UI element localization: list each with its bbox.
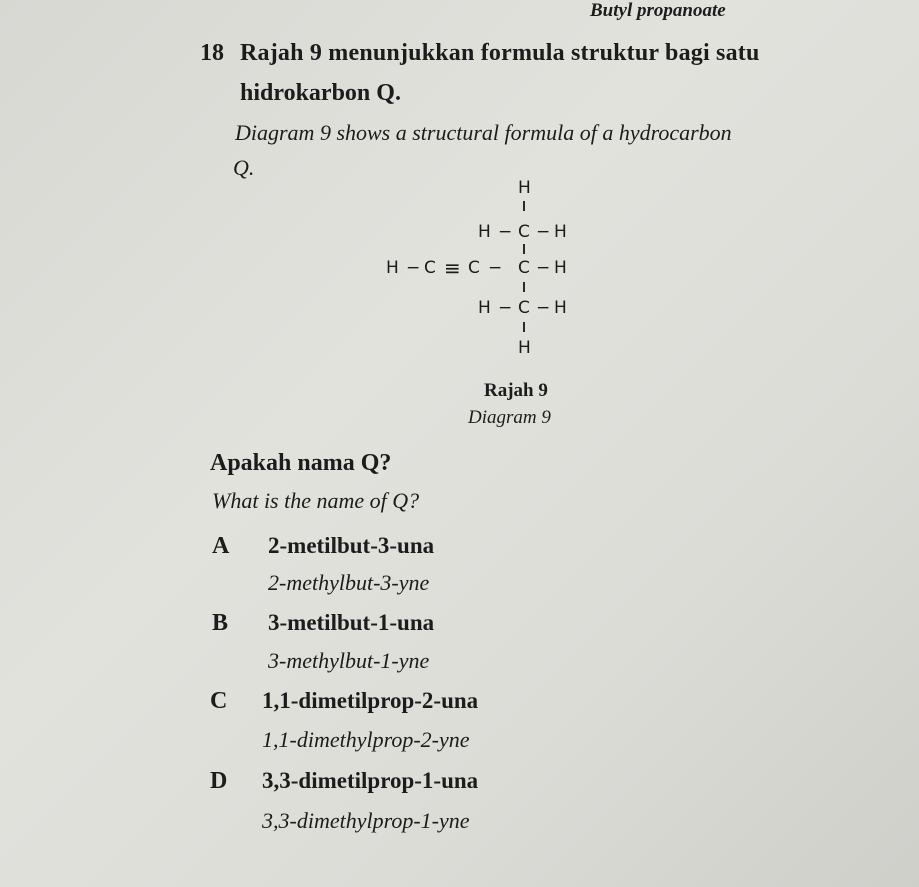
diagram-caption-malay: Rajah 9 [484,380,548,401]
option-b-malay[interactable]: 3-metilbut-1-una [268,610,435,635]
option-a-english[interactable]: 2-methylbut-3-yne [268,570,430,595]
option-c-malay[interactable]: 1,1-dimetilprop-2-una [262,688,479,713]
question-text-english-line2: Q. [233,155,255,180]
bond-vertical [523,282,525,292]
question-text-english-line1: Diagram 9 shows a structural formula of a hydrocarbon [235,120,732,145]
option-d-letter[interactable]: D [210,768,228,794]
prompt-malay: Apakah nama Q? [210,450,392,476]
atom-h: H [554,258,567,278]
atom-h: H [478,298,491,318]
bond-triple: ≡ [444,256,461,280]
page-header-note: Butyl propanoate [590,0,726,21]
atom-h: H [554,222,567,242]
bond-single: − [488,258,503,278]
option-b-english[interactable]: 3-methylbut-1-yne [268,648,430,673]
question-text-malay-line1: Rajah 9 menunjukkan formula struktur bagi satu [240,40,760,66]
atom-h: H [478,222,491,242]
bond-vertical [523,322,525,332]
bond-single: − [498,222,513,242]
atom-c1: C [424,258,436,278]
option-a-malay[interactable]: 2-metilbut-3-una [268,533,435,558]
atom-c2: C [468,258,480,278]
bond-vertical [523,201,525,211]
bond-single: − [536,222,551,242]
atom-c3-quaternary: C [518,258,530,278]
bond-single: − [498,298,513,318]
atom-h-bottom: H [518,338,531,358]
question-number: 18 [200,40,224,66]
bond-single: − [406,258,421,278]
option-d-malay[interactable]: 3,3-dimetilprop-1-una [262,768,479,793]
structural-formula-diagram [380,172,600,372]
prompt-english: What is the name of Q? [212,488,420,513]
bond-single: − [536,258,551,278]
option-d-english[interactable]: 3,3-dimethylprop-1-yne [262,808,470,833]
atom-h-top: H [518,178,531,198]
atom-c-methyl-top: C [518,222,530,242]
option-b-letter[interactable]: B [212,610,229,636]
diagram-caption-english: Diagram 9 [468,407,551,428]
option-c-letter[interactable]: C [210,688,228,714]
bond-single: − [536,298,551,318]
atom-h-terminal: H [386,258,399,278]
option-c-english[interactable]: 1,1-dimethylprop-2-yne [262,727,470,752]
bond-vertical [523,244,525,254]
atom-h: H [554,298,567,318]
question-text-malay-line2: hidrokarbon Q. [240,80,401,106]
option-a-letter[interactable]: A [212,533,230,559]
atom-c-methyl-bottom: C [518,298,530,318]
